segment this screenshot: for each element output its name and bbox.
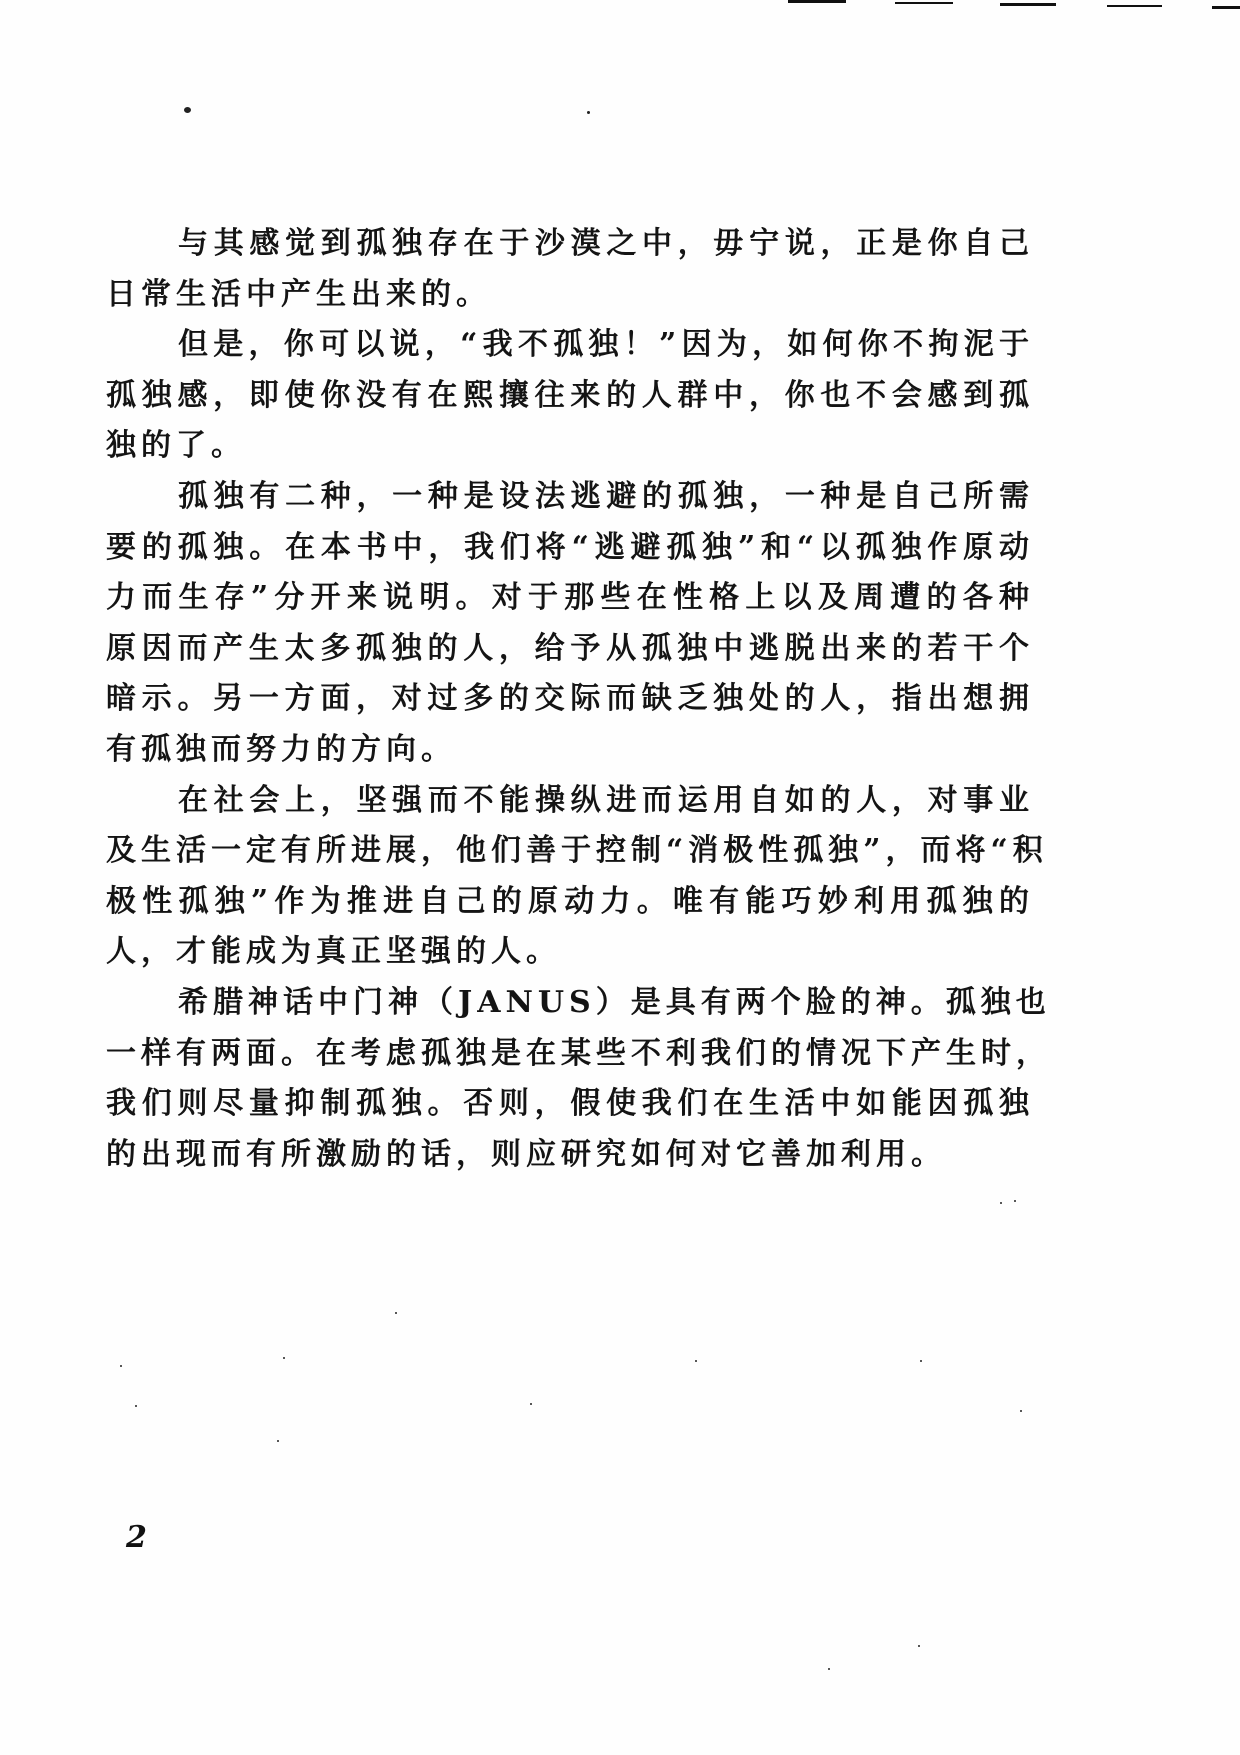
scan-speck <box>1020 1410 1022 1412</box>
scan-speck <box>135 1405 137 1407</box>
text-line: 力而生存”分开来说明。对于那些在性格上以及周遭的各种 <box>106 580 1034 616</box>
scan-speck <box>695 1360 697 1362</box>
body-text <box>106 226 1051 1187</box>
text-line: 我们则尽量抑制孤独。否则，假使我们在生活中如能因孤独 <box>106 1086 1034 1122</box>
text-line: 独的了。 <box>106 428 246 464</box>
text-line: 的出现而有所激励的话，则应研究如何对它善加利用。 <box>106 1136 946 1172</box>
page-number: 2 <box>126 1520 147 1555</box>
text-line: 及生活一定有所进展，他们善于控制“消极性孤独”，而将“积 <box>106 833 1048 869</box>
scan-speck <box>277 1440 279 1442</box>
scan-top-rule <box>1212 6 1240 9</box>
scan-top-rule <box>895 2 953 4</box>
text-line: 有孤独而努力的方向。 <box>106 731 456 767</box>
scan-speck <box>920 1360 922 1362</box>
text-line: 极性孤独”作为推进自己的原动力。唯有能巧妙利用孤独的 <box>106 883 1034 919</box>
scan-speck <box>587 111 590 114</box>
text-line: 一样有两面。在考虑孤独是在某些不利我们的情况下产生时， <box>106 1035 1051 1071</box>
scan-top-rule <box>1000 3 1056 6</box>
scan-speck <box>120 1365 122 1367</box>
scan-speck <box>1000 1202 1002 1204</box>
scan-speck <box>530 1403 532 1405</box>
scan-speck <box>1014 1200 1016 1202</box>
scan-top-rule <box>788 0 846 3</box>
text-line: 孤独有二种，一种是设法逃避的孤独，一种是自己所需 <box>178 478 1034 514</box>
scan-speck <box>828 1668 830 1670</box>
text-line: 但是，你可以说，“我不孤独！”因为，如何你不拘泥于 <box>178 327 1034 363</box>
text-line: 日常生活中产生出来的。 <box>106 276 491 312</box>
text-line: 孤独感，即使你没有在熙攘往来的人群中，你也不会感到孤 <box>106 377 1034 413</box>
text-line: 原因而产生太多孤独的人，给予从孤独中逃脱出来的若干个 <box>106 630 1034 666</box>
scan-top-rule <box>1107 5 1162 7</box>
text-line: 要的孤独。在本书中，我们将“逃避孤独”和“以孤独作原动 <box>106 529 1034 565</box>
scan-speck <box>184 107 191 113</box>
text-line: 与其感觉到孤独存在于沙漠之中，毋宁说，正是你自己 <box>178 226 1034 261</box>
text-line: 希腊神话中门神（JANUS）是具有两个脸的神。孤独也 <box>178 984 1051 1020</box>
scan-speck <box>918 1645 920 1647</box>
text-line: 在社会上，坚强而不能操纵进而运用自如的人，对事业 <box>178 782 1034 818</box>
scan-speck <box>283 1357 285 1359</box>
text-line: 暗示。另一方面，对过多的交际而缺乏独处的人，指出想拥 <box>106 681 1034 717</box>
scan-speck <box>395 1312 397 1314</box>
text-line: 人，才能成为真正坚强的人。 <box>106 934 561 970</box>
